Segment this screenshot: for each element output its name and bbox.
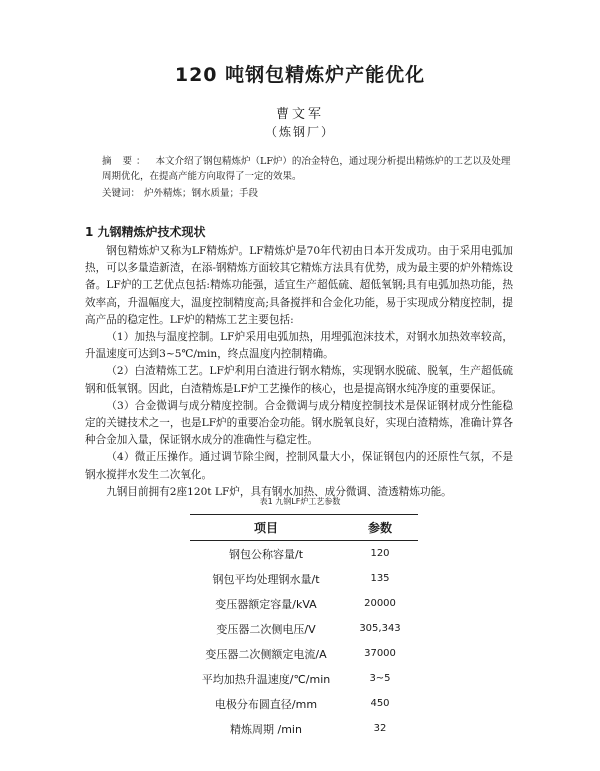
table-cell-item: 变压器额定容量/kVA [215, 597, 317, 611]
table-cell-value: 120 [370, 548, 390, 559]
table-row [190, 616, 418, 641]
author-affiliation: （炼钢厂） [264, 125, 335, 139]
table-cell-value: 450 [370, 698, 390, 709]
table-cell-item: 平均加热升温速度/℃/min [201, 672, 331, 686]
table-cell-value: 20000 [364, 598, 396, 609]
keywords [102, 185, 522, 199]
table-row [190, 591, 418, 616]
table-row [190, 541, 418, 567]
keywords-label: 关键词： [102, 188, 141, 199]
table-row [190, 691, 418, 716]
table-cell-item: 精炼周期 /min [230, 722, 302, 736]
parameter-table [190, 514, 418, 741]
table-row [190, 716, 418, 741]
paper-title: 120 吨钢包精炼炉产能优化 [174, 64, 426, 86]
abstract [102, 154, 512, 184]
table-cell-item: 电极分布圆直径/mm [214, 697, 318, 711]
paragraph: （1）加热与温度控制。LF炉采用电弧加热，用埋弧泡沫技术，对钢水加热效率较高，升温速度可达到3~5℃/min，终点温度内控制精确。 [85, 331, 513, 361]
table-cell-item: 钢包公称容量/t [228, 547, 304, 561]
paragraph: （3）合金微调与成分精度控制。合金微调与成分精度控制技术是保证钢材成分性能稳定的关键技术之一，也是LF炉的重要冶金功能。钢水脱氧良好，实现白渣精炼，准确计算各种合金加入量，保证钢水成分的准确性与稳定性。 [85, 399, 513, 447]
table-cell-value: 305,343 [359, 623, 401, 634]
table-cell-item: 变压器二次侧额定电流/A [205, 647, 327, 661]
table-row [190, 566, 418, 591]
table-row [190, 641, 418, 666]
table-cell-value: 3~5 [369, 673, 391, 684]
paragraph: （4）微正压操作。通过调节除尘阀，控制风量大小，保证钢包内的还原性气氛，不是钢水搅拌水发生二次氧化。 [85, 451, 513, 481]
author-name: 曹文军 [275, 107, 324, 122]
table-header-value: 参数 [342, 515, 418, 541]
abstract-text: 本文介绍了钢包精炼炉（LF炉）的冶金特色，通过现分析提出精炼炉的工艺以及处理周期优化，在提高产能方向取得了一定的效果。 [102, 156, 511, 182]
table-cell-item: 变压器二次侧电压/V [216, 622, 316, 636]
table-cell-value: 37000 [364, 648, 396, 659]
table-cell-item: 钢包平均处理钢水量/t [212, 572, 320, 586]
paragraph: 九钢目前拥有2座120t LF炉，具有钢水加热、成分微调、渣透精炼功能。 [106, 485, 452, 498]
keywords-text: 炉外精炼；钢水质量；手段 [144, 188, 259, 199]
abstract-label: 摘 要： [102, 156, 150, 167]
table-cell-value: 135 [370, 573, 390, 584]
table-header-item: 项目 [190, 515, 342, 541]
paragraph: 钢包精炼炉又称为LF精炼炉。LF精炼炉是70年代初由日本开发成功。由于采用电弧加热，可以多量造新渣，在添-钢精炼方面较其它精炼方法具有优势，成为最主要的炉外精炼设备。LF炉的工艺优点包括:精炼功能强，适宜生产超低硫、超低氧钢;具有电弧加热功能，热效率高，升温幅度大，温度控制精度高;具备搅拌和合金化功能，易于实现成分精度控制，提高产品的稳定性。LF炉的精炼工艺主要包括: [85, 245, 513, 326]
paragraph: （2）白渣精炼工艺。LF炉利用白渣进行钢水精炼，实现钢水脱硫、脱氧，生产超低硫钢和低氧钢。因此，白渣精炼是LF炉工艺操作的核心，也是提高钢水纯净度的重要保证。 [85, 365, 513, 395]
section-heading: 1 九钢精炼炉技术现状 [85, 225, 206, 239]
table-row [190, 666, 418, 691]
table-caption: 表1 九钢LF炉工艺参数 [259, 497, 341, 506]
table-cell-value: 32 [373, 723, 387, 734]
body-text [85, 243, 513, 501]
table-header-row [190, 515, 418, 541]
